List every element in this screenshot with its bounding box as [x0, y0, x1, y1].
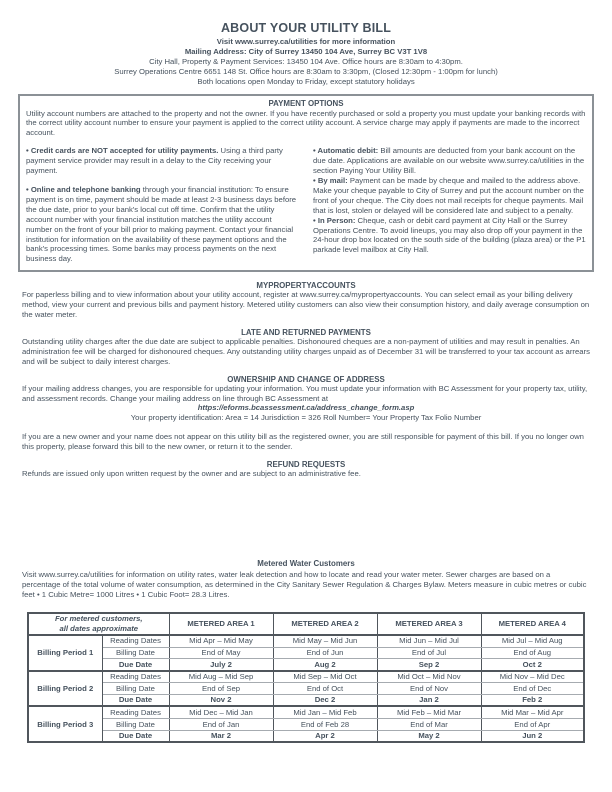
- bullet-online-banking: [26, 185, 299, 264]
- table-cell: Mid Nov – Mid Dec: [481, 671, 584, 683]
- mypropertyaccounts-section: [0, 281, 612, 320]
- table-cell: Dec 2: [273, 694, 377, 706]
- bullet-by-mail-text: Payment can be made by cheque and mailed to the address above. Make your cheque payable to City of Surrey and put the account number on the front of your cheque. The City does not mail receipts for cheque payments. Mail that is lost, stolen or delayed will be considered late and subject to a penalty.: [313, 175, 584, 215]
- bullet-credit-cards-lead: • Credit cards are NOT accepted for utility payments.: [26, 146, 219, 156]
- table-cell: Mid Mar – Mid Apr: [481, 706, 584, 718]
- late-payments-heading: LATE AND RETURNED PAYMENTS: [241, 327, 371, 337]
- document-header: [0, 0, 612, 87]
- table-cell: Nov 2: [169, 694, 273, 706]
- bullet-credit-cards: [26, 146, 299, 176]
- table-cell: Oct 2: [481, 659, 584, 671]
- row-label: Due Date: [102, 659, 169, 671]
- table-cell: Mid Dec – Mid Jan: [169, 706, 273, 718]
- payment-options-heading: PAYMENT OPTIONS: [268, 98, 344, 108]
- table-cell: July 2: [169, 659, 273, 671]
- header-line-open-days: Both locations open Monday to Friday, except statutory holidays: [197, 76, 415, 86]
- table-row: [28, 683, 584, 695]
- table-cell: Jan 2: [377, 694, 481, 706]
- period-3-label: Billing Period 3: [28, 706, 102, 742]
- table-cell: Mid May – Mid Jun: [273, 635, 377, 647]
- refund-requests-body: Refunds are issued only upon written request by the owner and are subject to an administrative fee.: [22, 469, 361, 479]
- table-cell: May 2: [377, 730, 481, 742]
- ownership-body-1: If your mailing address changes, you are responsible for updating your information. You must update your information with BC Assessment for your property tax, utility, and assessment records. Change your mailing address on line through BC Assessment at: [22, 383, 588, 403]
- bullet-automatic-debit: [313, 146, 586, 176]
- corner-line-2: all dates approximate: [59, 623, 139, 633]
- table-cell: Mid Sep – Mid Oct: [273, 671, 377, 683]
- bullet-automatic-debit-lead: • Automatic debit:: [313, 146, 379, 156]
- table-cell: Mid Jan – Mid Feb: [273, 706, 377, 718]
- table-row: [28, 671, 584, 683]
- table-cell: End of Jul: [377, 647, 481, 659]
- bullet-by-mail: [313, 176, 586, 216]
- table-cell: Apr 2: [273, 730, 377, 742]
- row-label: Reading Dates: [102, 706, 169, 718]
- table-cell: End of Mar: [377, 719, 481, 731]
- table-cell: Mid Aug – Mid Sep: [169, 671, 273, 683]
- table-row: [28, 719, 584, 731]
- header-line-city-hall: City Hall, Property & Payment Services: 13450 104 Ave. Office hours are 8:30am to 4:30pm.: [149, 56, 463, 66]
- table-row: [28, 694, 584, 706]
- table-cell: Mid Jul – Mid Aug: [481, 635, 584, 647]
- row-label: Reading Dates: [102, 671, 169, 683]
- payment-options-left-column: [26, 146, 299, 264]
- table-cell: End of Oct: [273, 683, 377, 695]
- period-1-label: Billing Period 1: [28, 635, 102, 671]
- bullet-in-person-text: Cheque, cash or debit card payment at City Hall or the Surrey Operations Centre. To avoid lineups, you may also drop off your payment in the 24-hour drop box located on the south side of the building (plaza area) or the P1 parkade level mailbox at City Hall.: [313, 215, 586, 255]
- bullet-by-mail-lead: • By mail:: [313, 175, 348, 185]
- mypropertyaccounts-heading: MYPROPERTYACCOUNTS: [256, 281, 356, 291]
- header-line-mailing-address: Mailing Address: City of Surrey 13450 104 Ave, Surrey BC V3T 1V8: [184, 46, 428, 56]
- row-label: Billing Date: [102, 683, 169, 695]
- table-cell: End of Feb 28: [273, 719, 377, 731]
- table-cell: End of Aug: [481, 647, 584, 659]
- column-header-area-3: METERED AREA 3: [377, 613, 481, 635]
- payment-options-right-column: [313, 146, 586, 264]
- refund-requests-heading: REFUND REQUESTS: [266, 460, 346, 470]
- table-cell: End of Jun: [273, 647, 377, 659]
- table-cell: Mid Apr – Mid May: [169, 635, 273, 647]
- table-row: [28, 635, 584, 647]
- table-corner-cell: [28, 613, 169, 635]
- table-cell: End of May: [169, 647, 273, 659]
- bullet-credit-cards-text: Using a third party payment service provider may result in a delay to the City receiving your payment.: [26, 146, 283, 176]
- metered-water-customers-section: [0, 559, 612, 600]
- refund-requests-section: [0, 460, 612, 479]
- table-cell: End of Jan: [169, 719, 273, 731]
- payment-options-intro: Utility account numbers are attached to the property and not the owner. If you have recently purchased or sold a property you must update your banking records with the correct utility account number to ensure your payment is applied to the correct utility account. A service charge may apply if payments are made to the incorrect account.: [26, 108, 586, 138]
- ownership-section: [0, 375, 612, 452]
- table-cell: Sep 2: [377, 659, 481, 671]
- corner-line-1: For metered customers,: [54, 614, 143, 624]
- table-row: [28, 647, 584, 659]
- row-label: Reading Dates: [102, 635, 169, 647]
- header-line-operations-centre: Surrey Operations Centre 6651 148 St. Office hours are 8:30am to 3:30pm, (Closed 12:30pm - 1:00pm for lunch): [114, 66, 498, 76]
- table-cell: End of Dec: [481, 683, 584, 695]
- late-payments-body: Outstanding utility charges after the due date are subject to applicable penalties. Dishonoured cheques are a non-payment of utilities and may result in penalties. An administration fee will be charged for dishonoured cheques. Any outstanding utility charges unpaid as of December 31 will be transferred to your tax account as arrears and will be subject to daily interest charges.: [22, 336, 590, 366]
- mypropertyaccounts-body: For paperless billing and to view information about your utility account, register at www.surrey.ca/mypropertyaccounts. You can select email as your billing delivery method, view your current and previous bills and payment history. Metered utility customers can also view their consumption history, and daily average consumption on the water meter.: [22, 290, 590, 320]
- ownership-heading: OWNERSHIP AND CHANGE OF ADDRESS: [227, 374, 385, 384]
- payment-options-box: [18, 94, 594, 273]
- metered-billing-schedule-table: [27, 612, 585, 744]
- header-line-website: Visit www.surrey.ca/utilities for more information: [216, 37, 396, 46]
- table-cell: Mar 2: [169, 730, 273, 742]
- column-header-area-2: METERED AREA 2: [273, 613, 377, 635]
- row-label: Due Date: [102, 730, 169, 742]
- bc-assessment-link[interactable]: https://eforms.bcassessment.ca/address_change_form.asp: [197, 403, 415, 413]
- bullet-online-banking-text: through your financial institution: To ensure payment is on time, payment should be made at least 2-3 business days before the due date, prior to your bank's local cut off time. Confirm that the utility account number with your financial institution matches the utility account number on the front of your bill prior to making payment. Contact your financial institution for information on the availability of these payment options and the bank's processing times. Some banks may process payments on the next business day.: [26, 184, 297, 264]
- table-cell: End of Sep: [169, 683, 273, 695]
- period-2-label: Billing Period 2: [28, 671, 102, 707]
- metered-water-customers-heading: Metered Water Customers: [257, 559, 355, 568]
- table-cell: Feb 2: [481, 694, 584, 706]
- row-label: Billing Date: [102, 719, 169, 731]
- column-header-area-4: METERED AREA 4: [481, 613, 584, 635]
- table-cell: End of Nov: [377, 683, 481, 695]
- bullet-online-banking-lead: • Online and telephone banking: [26, 184, 141, 194]
- ownership-body-2: If you are a new owner and your name does not appear on this utility bill as the registered owner, you are still responsible for payment of this bill. If you no longer own this property, please forward this bill to the new owner, or return it to the sender.: [22, 432, 584, 452]
- table-cell: Mid Jun – Mid Jul: [377, 635, 481, 647]
- bullet-in-person: [313, 216, 586, 256]
- late-payments-section: [0, 328, 612, 367]
- table-row: [28, 706, 584, 718]
- table-row: [28, 730, 584, 742]
- table-header-row: [28, 613, 584, 635]
- table-cell: Aug 2: [273, 659, 377, 671]
- row-label: Due Date: [102, 694, 169, 706]
- table-cell: Mid Feb – Mid Mar: [377, 706, 481, 718]
- row-label: Billing Date: [102, 647, 169, 659]
- property-identification-line: Your property identification: Area = 14 Jurisdiction = 326 Roll Number= Your Property Tax Folio Number: [130, 413, 482, 423]
- table-cell: Jun 2: [481, 730, 584, 742]
- column-header-area-1: METERED AREA 1: [169, 613, 273, 635]
- bullet-automatic-debit-text: Bill amounts are deducted from your bank account on the due date. Applications are available on our website www.surrey.ca/utilities in the section Paying Your Utility Bill.: [313, 146, 585, 176]
- payment-options-columns: [26, 146, 586, 264]
- table-cell: End of Apr: [481, 719, 584, 731]
- table-cell: Mid Oct – Mid Nov: [377, 671, 481, 683]
- table-row: [28, 659, 584, 671]
- page-title: ABOUT YOUR UTILITY BILL: [220, 21, 392, 35]
- metered-water-customers-body: Visit www.surrey.ca/utilities for information on utility rates, water leak detection and how to locate and read your water meter. Sewer charges are based on a percentage of the total volume of water consumption, as determined in the City Sanitary Sewer Regulation & Charges Bylaw. Meters measure in cubic metres or cubic feet • 1 Cubic Metre= 1000 Litres • 1 Cubic Foot= 28.3 Litres.: [22, 570, 587, 599]
- bullet-in-person-lead: • In Person:: [313, 215, 356, 225]
